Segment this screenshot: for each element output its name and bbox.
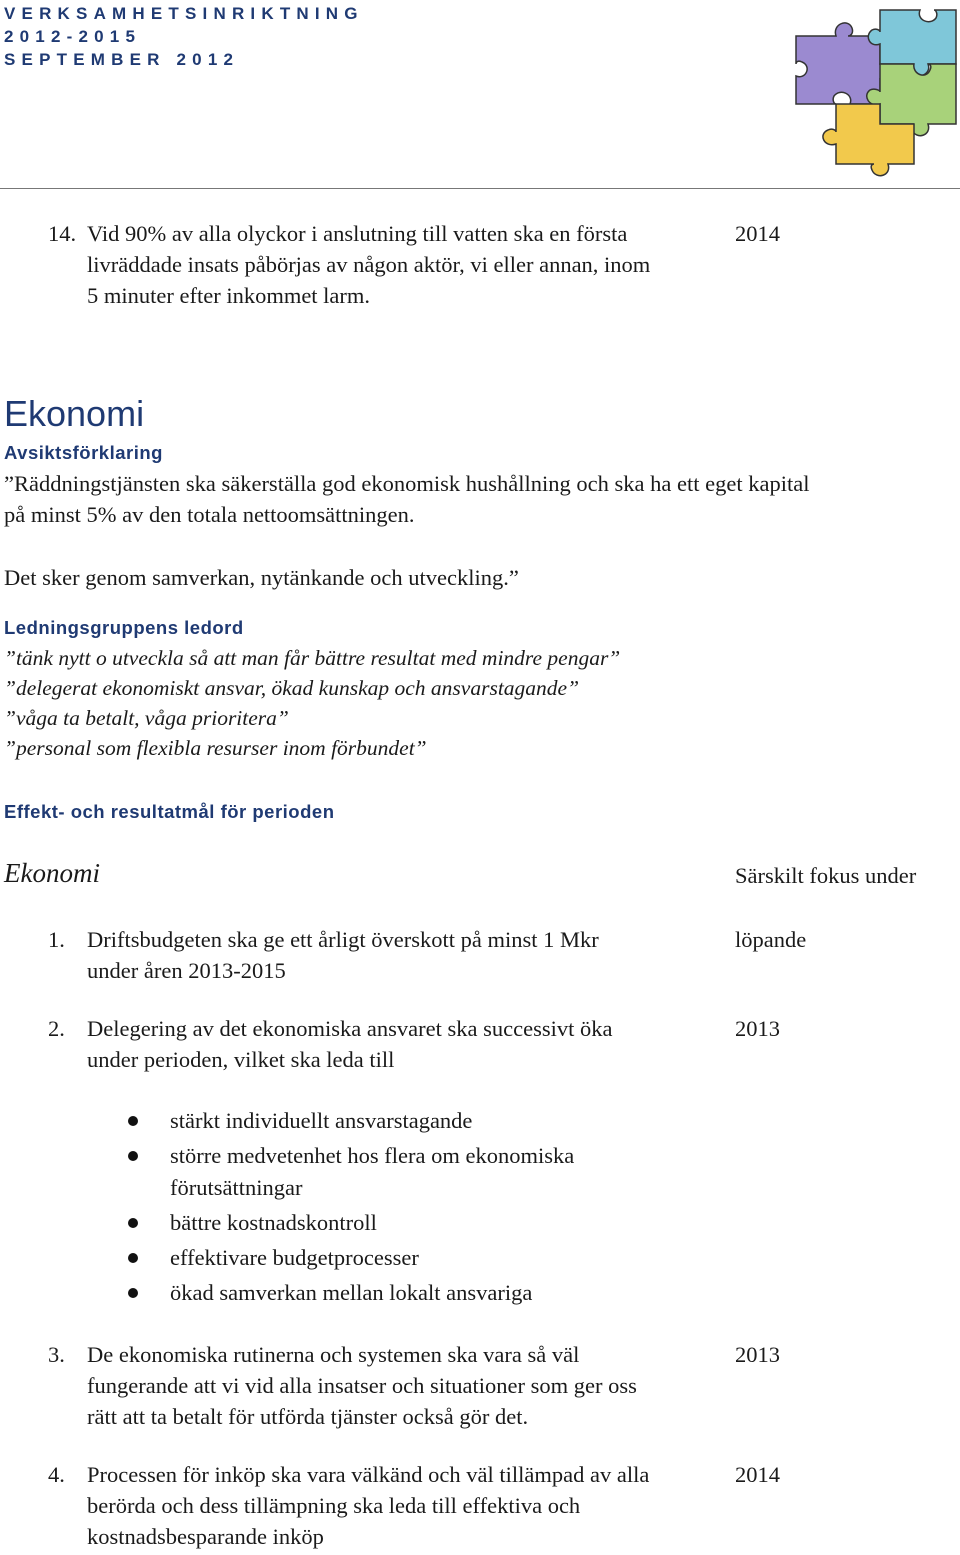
goal-line: Delegering av det ekonomiska ansvaret ska successivt öka xyxy=(87,1016,613,1041)
bullet-icon xyxy=(128,1218,138,1228)
goal-14-line: livräddade insats påbörjas av någon aktör, vi eller annan, inom xyxy=(87,252,651,277)
bullet-icon xyxy=(128,1253,138,1263)
keywords-heading: Ledningsgruppens ledord xyxy=(4,617,244,638)
purpose-heading: Avsiktsförklaring xyxy=(4,442,163,463)
keyword-item: ”tänk nytt o utveckla så att man får bättre resultat med mindre pengar” xyxy=(4,646,621,670)
bullet-list xyxy=(128,1105,688,1312)
purpose-line: Det sker genom samverkan, nytänkande och utveckling.” xyxy=(4,565,519,590)
goal-text xyxy=(87,1013,727,1075)
goal-14-text xyxy=(87,218,727,311)
goal-line: De ekonomiska rutinerna och systemen ska vara så väl xyxy=(87,1342,580,1367)
focus-heading: Särskilt fokus under xyxy=(735,863,917,888)
goal-year: 2014 xyxy=(735,1462,780,1487)
goal-line: berörda och dess tillämpning ska leda till effektiva och xyxy=(87,1493,581,1518)
goal-14-line: 5 minuter efter inkommet larm. xyxy=(87,283,371,308)
keyword-item: ”personal som flexibla resurser inom förbundet” xyxy=(4,736,427,760)
bullet-item: stärkt individuellt ansvarstagande xyxy=(128,1105,688,1137)
bullet-icon xyxy=(128,1151,138,1161)
keyword-item: ”våga ta betalt, våga prioritera” xyxy=(4,706,289,730)
bullet-item: större medvetenhet hos flera om ekonomiska förutsättningar xyxy=(128,1140,688,1204)
goal-line: rätt att ta betalt för utförda tjänster också gör det. xyxy=(87,1404,529,1429)
keyword-item: ”delegerat ekonomiskt ansvar, ökad kunskap och ansvarstagande” xyxy=(4,676,580,700)
bullet-item: bättre kostnadskontroll xyxy=(128,1207,688,1239)
puzzle-pieces-icon xyxy=(788,4,960,184)
purpose-line: ”Räddningstjänsten ska säkerställa god ekonomisk hushållning och ska ha ett eget kapital xyxy=(4,471,810,496)
bullet-icon xyxy=(128,1288,138,1298)
goal-line: fungerande att vi vid alla insatser och situationer som ger oss xyxy=(87,1373,637,1398)
goal-number: 3. xyxy=(48,1342,65,1367)
header-divider xyxy=(0,188,960,189)
bullet-item: effektivare budgetprocesser xyxy=(128,1242,688,1274)
goal-14-number: 14. xyxy=(48,221,77,246)
goal-text xyxy=(87,1339,727,1432)
bullet-icon xyxy=(128,1116,138,1126)
goal-year: löpande xyxy=(735,927,807,952)
goal-number: 4. xyxy=(48,1462,65,1487)
goal-number: 2. xyxy=(48,1016,65,1041)
keywords-list xyxy=(4,643,904,763)
section-title: Ekonomi xyxy=(4,393,145,434)
goals-heading: Effekt- och resultatmål för perioden xyxy=(4,801,335,822)
goal-line: Driftsbudgeten ska ge ett årligt överskott på minst 1 Mkr xyxy=(87,927,599,952)
purpose-text xyxy=(4,468,960,530)
goal-line: Processen för inköp ska vara välkänd och väl tillämpad av alla xyxy=(87,1462,650,1487)
goal-year: 2013 xyxy=(735,1342,780,1367)
purpose-line: på minst 5% av den totala nettoomsättningen. xyxy=(4,502,415,527)
goal-14-line: Vid 90% av alla olyckor i anslutning till vatten ska en första xyxy=(87,221,628,246)
goal-14-year: 2014 xyxy=(735,221,780,246)
bullet-item: ökad samverkan mellan lokalt ansvariga xyxy=(128,1277,688,1309)
doc-header-date: SEPTEMBER 2012 xyxy=(4,50,240,69)
goal-line: under perioden, vilket ska leda till xyxy=(87,1047,395,1072)
goal-line: under åren 2013-2015 xyxy=(87,958,286,983)
goal-number: 1. xyxy=(48,927,65,952)
goal-line: kostnadsbesparande inköp xyxy=(87,1524,324,1549)
doc-header-title: VERKSAMHETSINRIKTNING xyxy=(4,4,364,23)
doc-header-period: 2012-2015 xyxy=(4,27,142,46)
goal-year: 2013 xyxy=(735,1016,780,1041)
goal-text xyxy=(87,1459,727,1552)
goals-subheading: Ekonomi xyxy=(4,858,100,888)
goal-text xyxy=(87,924,727,986)
